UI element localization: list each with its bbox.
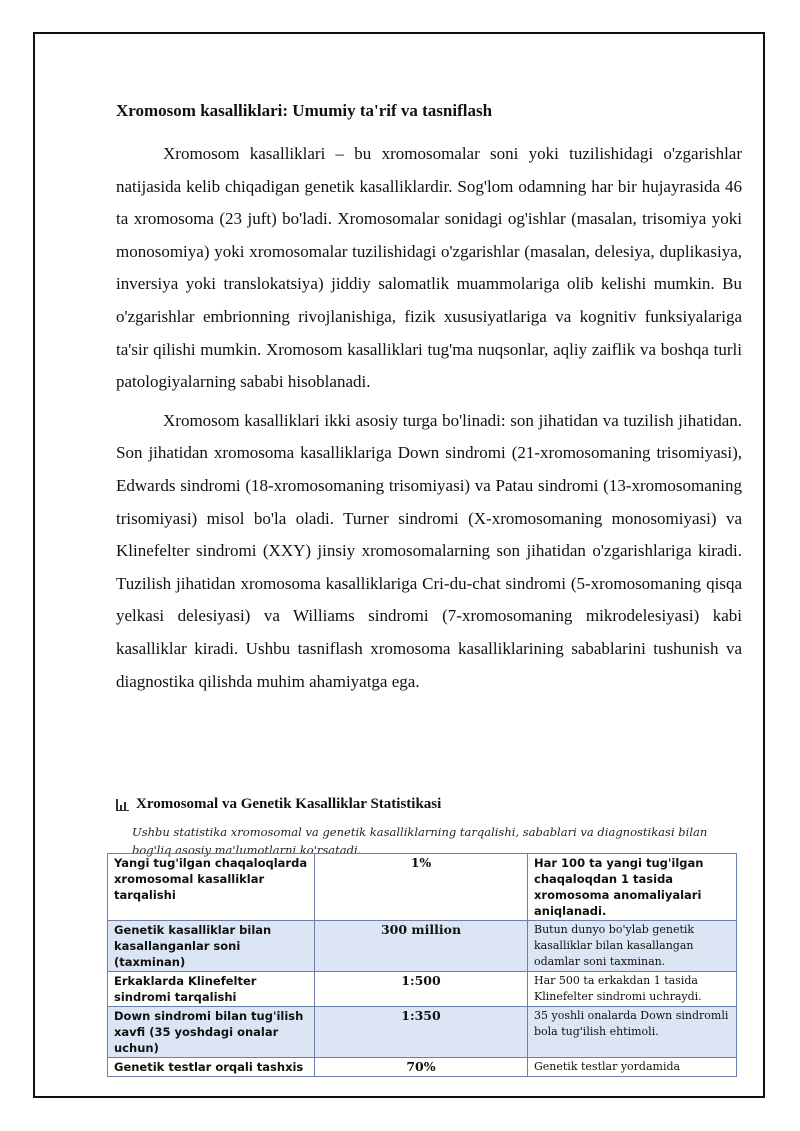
- table-cell-label: Yangi tug'ilgan chaqaloqlarda xromosomal kasalliklar tarqalishi: [108, 854, 315, 921]
- table-row: [108, 972, 737, 1007]
- table-cell-description: 35 yoshli onalarda Down sindromli bola tug'ilish ehtimoli.: [528, 1007, 737, 1058]
- table-cell-label: Genetik kasalliklar bilan kasallanganlar soni (taxminan): [108, 921, 315, 972]
- stats-table: [107, 853, 737, 1077]
- table-row: [108, 1007, 737, 1058]
- table-cell-value: 1:500: [315, 972, 528, 1007]
- table-cell-value: 70%: [315, 1058, 528, 1077]
- stats-subtitle: Ushbu statistika xromosomal va genetik kasalliklarning tarqalishi, sabablari va diagnostikasi bilan bog'liq asosiy ma'lumotlarni ko'rsatadi.: [132, 825, 708, 857]
- table-row: [108, 854, 737, 921]
- paragraph-definition: Xromosom kasalliklari – bu xromosomalar soni yoki tuzilishidagi o'zgarishlar natijasida kelib chiqadigan genetik kasalliklardir. Sog'lom odamning har bir hujayrasida 46 ta xromosoma (23 juft) bo'ladi. Xromosomalar sonidagi og'ishlar (masalan, trisomiya yoki monosomiya) yoki xromosomalar tuzilishidagi o'zgarishlar (masalan, delesiya, duplikasiya, inversiya yoki translokatsiya) jiddiy salomatlik muammolariga olib kelishi mumkin. Bu o'zgarishlar embrionning rivojlanishiga, fizik xususiyatlariga va kognitiv funksiyalariga ta'sir qilishi mumkin. Xromosom kasalliklari tug'ma nuqsonlar, aqliy zaiflik va boshqa turli patologiyalarning sababi hisoblanadi.: [116, 144, 742, 392]
- table-cell-value: 1:350: [315, 1007, 528, 1058]
- table-cell-value: 300 million: [315, 921, 528, 972]
- table-cell-label: Erkaklarda Klinefelter sindromi tarqalishi: [108, 972, 315, 1007]
- document-body: [116, 100, 742, 704]
- table-cell-value: 1%: [315, 854, 528, 921]
- document-title: Xromosom kasalliklari: Umumiy ta'rif va tasniflash: [116, 101, 493, 120]
- table-cell-label: Genetik testlar orqali tashxis: [108, 1058, 315, 1077]
- table-cell-description: Har 500 ta erkakdan 1 tasida Klinefelter sindromi uchraydi.: [528, 972, 737, 1007]
- table-row: [108, 1058, 737, 1077]
- paragraph-classification: Xromosom kasalliklari ikki asosiy turga bo'linadi: son jihatidan va tuzilish jihatidan. Son jihatidan xromosoma kasalliklariga Down sindromi (21-xromosomaning trisomiyasi), Edwards sindromi (18-xromosomaning trisomiyasi) va Patau sindromi (13-xromosomaning trisomiyasi) misol bo'la oladi. Turner sindromi (X-xromosomaning monosomiyasi) va Klinefelter sindromi (XXY) jinsiy xromosomalarning son jihatidan o'zgarishlariga kiradi. Tuzilish jihatidan xromosoma kasalliklariga Cri-du-chat sindromi (5-xromosomaning qisqa yelkasi delesiyasi) va Williams sindromi (7-xromosomaning mikrodelesiyasi) kabi kasalliklar kiradi. Ushbu tasniflash xromosoma kasalliklarining sabablarini tushunish va diagnostika qilishda muhim ahamiyatga ega.: [116, 410, 742, 691]
- table-cell-description: Butun dunyo bo'ylab genetik kasalliklar bilan kasallangan odamlar soni taxminan.: [528, 921, 737, 972]
- table-row: [108, 921, 737, 972]
- table-cell-label: Down sindromi bilan tug'ilish xavfi (35 yoshdagi onalar uchun): [108, 1007, 315, 1058]
- bar-chart-icon: [116, 799, 129, 811]
- table-cell-description: Genetik testlar yordamida: [528, 1058, 737, 1077]
- stats-section: [116, 782, 736, 859]
- stats-heading-text: Xromosomal va Genetik Kasalliklar Statistikasi: [136, 796, 442, 812]
- stats-heading: [116, 796, 736, 813]
- table-cell-description: Har 100 ta yangi tug'ilgan chaqaloqdan 1 tasida xromosoma anomaliyalari aniqlanadi.: [528, 854, 737, 921]
